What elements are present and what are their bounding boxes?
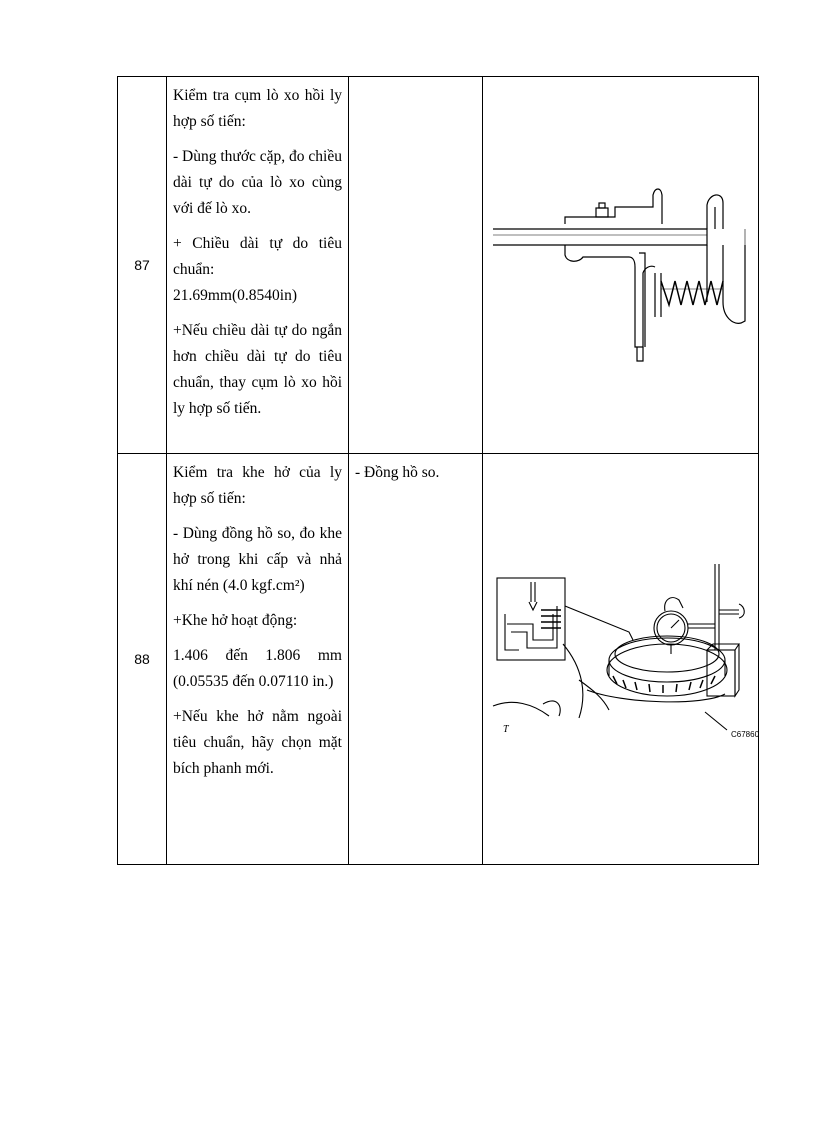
procedure-table — [117, 76, 759, 865]
step-description — [167, 77, 349, 454]
step-figure — [483, 77, 759, 454]
step-number: 88 — [118, 454, 167, 865]
step-note: +Nếu chiều dài tự do ngắn hơn chiều dài tự do tiêu chuẩn, thay cụm lò xo hồi ly hợp số tiến. — [173, 322, 342, 417]
table-row — [118, 454, 759, 865]
dial-indicator-clutch-icon — [483, 454, 759, 865]
step-number: 87 — [118, 77, 167, 454]
table-row — [118, 77, 759, 454]
step-title: Kiểm tra khe hở của ly hợp số tiến: — [173, 464, 342, 507]
figure-corner-mark: T — [503, 724, 509, 735]
step-tools — [349, 77, 483, 454]
caliper-measuring-spring-icon — [483, 77, 759, 454]
step-spec: 1.406 đến 1.806 mm (0.05535 đến 0.07110 in.) — [173, 647, 342, 690]
step-instruction: - Dùng thước cặp, đo chiều dài tự do của lò xo cùng với đế lò xo. — [173, 148, 342, 217]
step-description — [167, 454, 349, 865]
step-tools: - Đồng hồ so. — [349, 454, 483, 865]
figure-caption: C67860 — [731, 730, 760, 739]
step-instruction: - Dùng đồng hồ so, đo khe hở trong khi cấp và nhả khí nén (4.0 kgf.cm²) — [173, 525, 342, 594]
step-spec: + Chiều dài tự do tiêu chuẩn: 21.69mm(0.8540in) — [173, 235, 342, 304]
step-note: +Nếu khe hở nằm ngoài tiêu chuẩn, hãy chọn mặt bích phanh mới. — [173, 708, 342, 777]
step-spec-label: +Khe hở hoạt động: — [173, 612, 298, 629]
step-title: Kiểm tra cụm lò xo hồi ly hợp số tiến: — [173, 87, 342, 130]
step-figure — [483, 454, 759, 865]
